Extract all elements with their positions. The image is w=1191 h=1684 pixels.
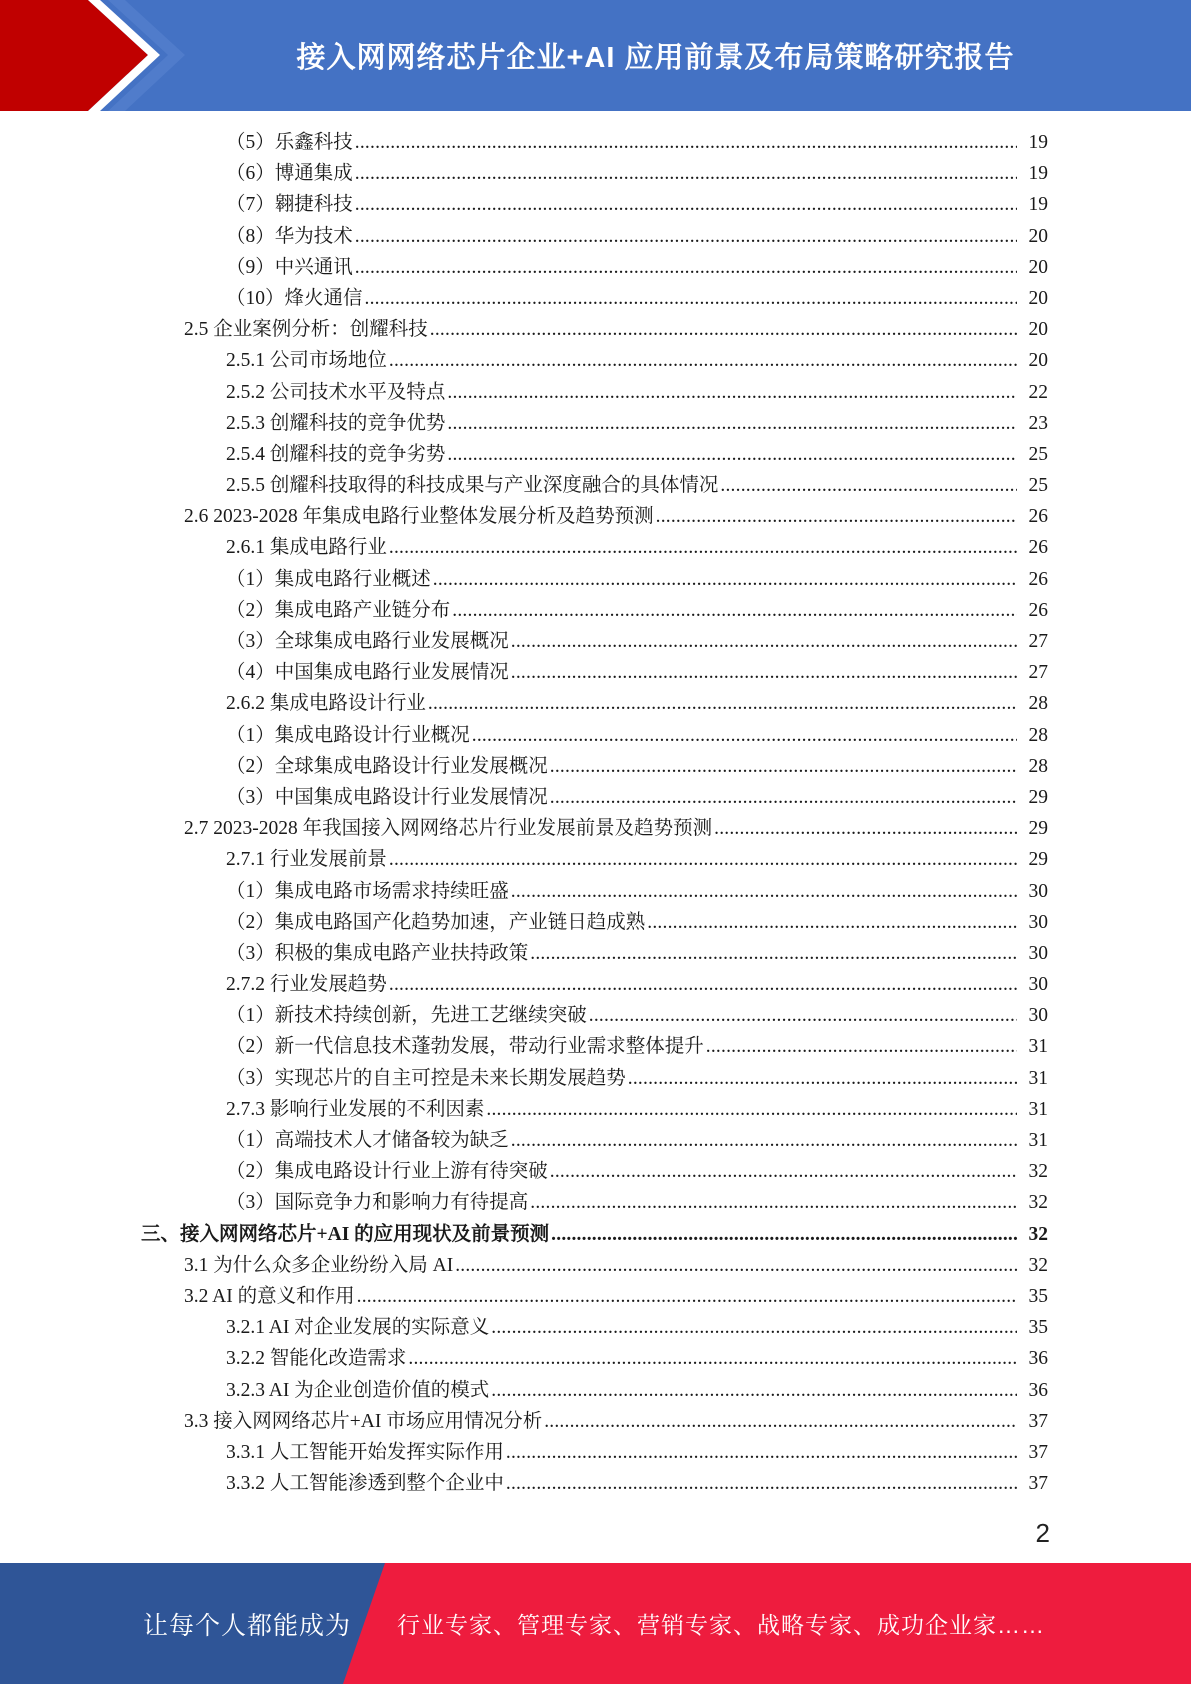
toc-entry-page: 26 bbox=[1028, 537, 1048, 559]
toc-entry-title: （6）博通集成 bbox=[226, 163, 353, 185]
toc-entry[interactable] bbox=[0, 1250, 1191, 1281]
toc-entry-page: 20 bbox=[1028, 350, 1048, 372]
toc-entry[interactable] bbox=[0, 189, 1191, 220]
toc-entry-title: 2.5.3 创耀科技的竞争优势 bbox=[226, 412, 446, 434]
footer-slogan-right: 行业专家、管理专家、营销专家、战略专家、成功企业家…… bbox=[397, 1612, 1045, 1638]
toc-entry-page: 19 bbox=[1028, 194, 1048, 216]
page-number: 2 bbox=[1035, 1518, 1050, 1548]
toc-dot-leader bbox=[389, 844, 1017, 875]
toc-dot-leader bbox=[389, 969, 1017, 1000]
toc-entry-page: 30 bbox=[1028, 942, 1048, 964]
toc-entry-title: （7）翱捷科技 bbox=[226, 194, 353, 216]
toc-entry[interactable] bbox=[0, 501, 1191, 532]
toc-entry[interactable] bbox=[0, 1375, 1191, 1406]
toc-entry-title: 2.6 2023-2028 年集成电路行业整体发展分析及趋势预测 bbox=[184, 506, 654, 528]
toc-entry-title: 2.6.1 集成电路行业 bbox=[226, 537, 387, 559]
toc-entry-title: 2.6.2 集成电路设计行业 bbox=[226, 693, 426, 715]
toc-entry-title: 三、接入网网络芯片+AI 的应用现状及前景预测 bbox=[141, 1223, 550, 1245]
toc-entry-title: 2.5.2 公司技术水平及特点 bbox=[226, 381, 446, 403]
toc-entry-title: （2）集成电路国产化趋势加速，产业链日趋成熟 bbox=[226, 911, 646, 933]
footer-band bbox=[0, 1563, 1191, 1684]
toc-entry-title: （3）实现芯片的自主可控是未来长期发展趋势 bbox=[226, 1067, 626, 1089]
toc-entry[interactable] bbox=[0, 595, 1191, 626]
toc-entry-title: （2）集成电路产业链分布 bbox=[226, 599, 451, 621]
toc-entry-title: 3.3.1 人工智能开始发挥实际作用 bbox=[226, 1441, 504, 1463]
toc-entry-page: 32 bbox=[1028, 1254, 1048, 1276]
toc-dot-leader bbox=[433, 564, 1017, 595]
toc-entry-title: 3.2.1 AI 对企业发展的实际意义 bbox=[226, 1317, 490, 1339]
toc-dot-leader bbox=[656, 501, 1017, 532]
toc-entry-title: （2）集成电路设计行业上游有待突破 bbox=[226, 1161, 548, 1183]
toc-entry-page: 30 bbox=[1028, 880, 1048, 902]
footer-slogan-left: 让每个人都能成为 bbox=[143, 1611, 352, 1640]
toc-entry-title: （2）新一代信息技术蓬勃发展，带动行业需求整体提升 bbox=[226, 1036, 704, 1058]
toc-entry-title: （10）烽火通信 bbox=[226, 287, 363, 309]
toc-entry-page: 37 bbox=[1028, 1473, 1048, 1495]
toc-entry[interactable] bbox=[0, 844, 1191, 875]
toc-entry-page: 36 bbox=[1028, 1379, 1048, 1401]
toc-entry[interactable] bbox=[0, 907, 1191, 938]
table-of-contents bbox=[0, 127, 1191, 1499]
toc-dot-leader bbox=[486, 1094, 1017, 1125]
toc-entry-page: 25 bbox=[1028, 443, 1048, 465]
toc-entry-title: （1）集成电路设计行业概况 bbox=[226, 724, 470, 746]
toc-entry-page: 26 bbox=[1028, 568, 1048, 590]
toc-dot-leader bbox=[355, 252, 1017, 283]
toc-entry-title: （1）集成电路行业概述 bbox=[226, 568, 431, 590]
toc-dot-leader bbox=[491, 1375, 1017, 1406]
toc-entry[interactable] bbox=[0, 1156, 1191, 1187]
toc-dot-leader bbox=[355, 127, 1017, 158]
toc-dot-leader bbox=[550, 1156, 1017, 1187]
header-title: 接入网网络芯片企业+AI 应用前景及布局策略研究报告 bbox=[296, 42, 1015, 74]
toc-dot-leader bbox=[357, 1281, 1017, 1312]
toc-entry-title: 2.5.4 创耀科技的竞争劣势 bbox=[226, 443, 446, 465]
toc-entry[interactable] bbox=[0, 688, 1191, 719]
toc-entry-title: （9）中兴通讯 bbox=[226, 256, 353, 278]
toc-entry-title: （3）国际竞争力和影响力有待提高 bbox=[226, 1192, 529, 1214]
toc-entry[interactable] bbox=[0, 158, 1191, 189]
toc-entry[interactable] bbox=[0, 1343, 1191, 1374]
toc-entry[interactable] bbox=[0, 1219, 1191, 1250]
toc-entry-page: 31 bbox=[1028, 1098, 1048, 1120]
toc-dot-leader bbox=[365, 283, 1017, 314]
toc-dot-leader bbox=[714, 813, 1017, 844]
toc-entry[interactable] bbox=[0, 938, 1191, 969]
toc-entry-title: 3.2.2 智能化改造需求 bbox=[226, 1348, 407, 1370]
toc-entry[interactable] bbox=[0, 127, 1191, 158]
toc-entry[interactable] bbox=[0, 782, 1191, 813]
toc-entry[interactable] bbox=[0, 1468, 1191, 1499]
toc-entry-page: 32 bbox=[1028, 1161, 1048, 1183]
toc-dot-leader bbox=[430, 314, 1017, 345]
toc-entry-title: （1）新技术持续创新，先进工艺继续突破 bbox=[226, 1005, 587, 1027]
toc-entry[interactable] bbox=[0, 1125, 1191, 1156]
toc-entry[interactable] bbox=[0, 532, 1191, 563]
toc-entry-page: 28 bbox=[1028, 693, 1048, 715]
toc-entry[interactable] bbox=[0, 1437, 1191, 1468]
toc-entry-page: 36 bbox=[1028, 1348, 1048, 1370]
toc-entry-page: 31 bbox=[1028, 1036, 1048, 1058]
toc-dot-leader bbox=[706, 1031, 1017, 1062]
toc-entry-page: 26 bbox=[1028, 599, 1048, 621]
toc-dot-leader bbox=[355, 189, 1017, 220]
toc-entry[interactable] bbox=[0, 1406, 1191, 1437]
toc-dot-leader bbox=[408, 1343, 1017, 1374]
toc-entry-title: （1）高端技术人才储备较为缺乏 bbox=[226, 1130, 509, 1151]
toc-entry[interactable] bbox=[0, 345, 1191, 376]
toc-dot-leader bbox=[720, 470, 1017, 501]
toc-entry-page: 30 bbox=[1028, 1005, 1048, 1027]
toc-entry-page: 32 bbox=[1028, 1192, 1048, 1214]
toc-dot-leader bbox=[550, 751, 1017, 782]
toc-entry[interactable] bbox=[0, 720, 1191, 751]
toc-entry[interactable] bbox=[0, 1187, 1191, 1218]
toc-entry-title: 2.5 企业案例分析：创耀科技 bbox=[184, 319, 428, 341]
toc-entry[interactable] bbox=[0, 969, 1191, 1000]
toc-dot-leader bbox=[447, 377, 1017, 408]
toc-entry-page: 19 bbox=[1028, 163, 1048, 185]
toc-entry-title: （1）集成电路市场需求持续旺盛 bbox=[226, 880, 509, 902]
toc-entry[interactable] bbox=[0, 1031, 1191, 1062]
toc-entry-page: 20 bbox=[1028, 287, 1048, 309]
toc-entry-page: 37 bbox=[1028, 1410, 1048, 1432]
toc-entry-page: 29 bbox=[1028, 818, 1048, 840]
toc-entry[interactable] bbox=[0, 1281, 1191, 1312]
toc-entry[interactable] bbox=[0, 252, 1191, 283]
toc-entry-page: 31 bbox=[1028, 1067, 1048, 1089]
toc-dot-leader bbox=[491, 1312, 1017, 1343]
header-band bbox=[0, 0, 1191, 111]
toc-dot-leader bbox=[389, 345, 1017, 376]
toc-entry-title: （3）中国集成电路设计行业发展情况 bbox=[226, 786, 548, 808]
toc-dot-leader bbox=[447, 408, 1017, 439]
toc-dot-leader bbox=[511, 1125, 1017, 1156]
toc-entry-page: 20 bbox=[1028, 256, 1048, 278]
toc-entry-page: 29 bbox=[1028, 849, 1048, 871]
toc-dot-leader bbox=[530, 1187, 1017, 1218]
toc-entry[interactable] bbox=[0, 408, 1191, 439]
toc-dot-leader bbox=[472, 720, 1017, 751]
toc-entry[interactable] bbox=[0, 1000, 1191, 1031]
toc-entry-page: 28 bbox=[1028, 724, 1048, 746]
toc-entry-page: 23 bbox=[1028, 412, 1048, 434]
toc-entry[interactable] bbox=[0, 314, 1191, 345]
toc-entry[interactable] bbox=[0, 439, 1191, 470]
toc-entry[interactable] bbox=[0, 657, 1191, 688]
toc-entry-title: 2.7 2023-2028 年我国接入网网络芯片行业发展前景及趋势预测 bbox=[184, 818, 713, 840]
toc-entry-page: 27 bbox=[1028, 631, 1048, 652]
toc-entry[interactable] bbox=[0, 221, 1191, 252]
toc-dot-leader bbox=[506, 1468, 1017, 1499]
toc-dot-leader bbox=[455, 1250, 1017, 1281]
toc-entry-page: 26 bbox=[1028, 506, 1048, 528]
toc-entry-title: 3.2 AI 的意义和作用 bbox=[184, 1285, 355, 1307]
toc-entry-title: 2.7.2 行业发展趋势 bbox=[226, 974, 387, 996]
toc-entry[interactable] bbox=[0, 876, 1191, 907]
toc-entry-title: （8）华为技术 bbox=[226, 225, 353, 247]
toc-dot-leader bbox=[589, 1000, 1017, 1031]
toc-entry-title: 3.1 为什么众多企业纷纷入局 AI bbox=[184, 1254, 454, 1276]
toc-dot-leader bbox=[506, 1437, 1017, 1468]
toc-entry[interactable] bbox=[0, 564, 1191, 595]
toc-dot-leader bbox=[511, 626, 1017, 657]
toc-entry[interactable] bbox=[0, 1063, 1191, 1094]
toc-dot-leader bbox=[544, 1406, 1017, 1437]
toc-entry-title: 2.5.5 创耀科技取得的科技成果与产业深度融合的具体情况 bbox=[226, 475, 719, 497]
toc-entry-page: 27 bbox=[1028, 662, 1048, 684]
toc-entry-title: （3）积极的集成电路产业扶持政策 bbox=[226, 942, 529, 964]
toc-entry-title: 3.3.2 人工智能渗透到整个企业中 bbox=[226, 1473, 504, 1495]
toc-entry-page: 20 bbox=[1028, 319, 1048, 341]
toc-entry-page: 19 bbox=[1028, 132, 1048, 153]
toc-dot-leader bbox=[647, 907, 1017, 938]
toc-entry-title: 2.7.1 行业发展前景 bbox=[226, 849, 387, 871]
toc-entry-page: 20 bbox=[1028, 225, 1048, 247]
toc-entry-title: （2）全球集成电路设计行业发展概况 bbox=[226, 755, 548, 777]
toc-dot-leader bbox=[355, 158, 1017, 189]
toc-dot-leader bbox=[428, 688, 1017, 719]
toc-entry-title: （4）中国集成电路行业发展情况 bbox=[226, 662, 509, 684]
toc-entry[interactable] bbox=[0, 813, 1191, 844]
toc-entry-page: 29 bbox=[1028, 786, 1048, 808]
toc-entry-title: （5）乐鑫科技 bbox=[226, 132, 353, 153]
toc-dot-leader bbox=[511, 876, 1017, 907]
toc-entry[interactable] bbox=[0, 1094, 1191, 1125]
toc-dot-leader bbox=[452, 595, 1017, 626]
toc-entry[interactable] bbox=[0, 626, 1191, 657]
toc-dot-leader bbox=[447, 439, 1017, 470]
toc-entry-title: 3.3 接入网网络芯片+AI 市场应用情况分析 bbox=[184, 1410, 543, 1432]
toc-dot-leader bbox=[550, 782, 1017, 813]
toc-dot-leader bbox=[628, 1063, 1017, 1094]
toc-entry[interactable] bbox=[0, 1312, 1191, 1343]
toc-entry[interactable] bbox=[0, 377, 1191, 408]
toc-dot-leader bbox=[551, 1219, 1017, 1250]
toc-dot-leader bbox=[530, 938, 1017, 969]
toc-entry-page: 35 bbox=[1028, 1285, 1048, 1307]
toc-entry-title: （3）全球集成电路行业发展概况 bbox=[226, 631, 509, 652]
toc-dot-leader bbox=[355, 221, 1017, 252]
toc-entry-page: 25 bbox=[1028, 475, 1048, 497]
toc-entry[interactable] bbox=[0, 470, 1191, 501]
toc-entry[interactable] bbox=[0, 751, 1191, 782]
toc-entry-title: 2.5.1 公司市场地位 bbox=[226, 350, 387, 372]
toc-dot-leader bbox=[511, 657, 1017, 688]
toc-entry-page: 22 bbox=[1028, 381, 1048, 403]
toc-entry[interactable] bbox=[0, 283, 1191, 314]
toc-entry-page: 30 bbox=[1028, 974, 1048, 996]
toc-entry-page: 28 bbox=[1028, 755, 1048, 777]
toc-entry-page: 37 bbox=[1028, 1441, 1048, 1463]
toc-entry-title: 2.7.3 影响行业发展的不利因素 bbox=[226, 1098, 485, 1120]
toc-entry-page: 30 bbox=[1028, 911, 1048, 933]
toc-entry-title: 3.2.3 AI 为企业创造价值的模式 bbox=[226, 1379, 490, 1401]
toc-entry-page: 35 bbox=[1028, 1317, 1048, 1339]
toc-dot-leader bbox=[389, 532, 1017, 563]
toc-entry-page: 31 bbox=[1028, 1130, 1048, 1151]
toc-entry-page: 32 bbox=[1028, 1223, 1048, 1245]
